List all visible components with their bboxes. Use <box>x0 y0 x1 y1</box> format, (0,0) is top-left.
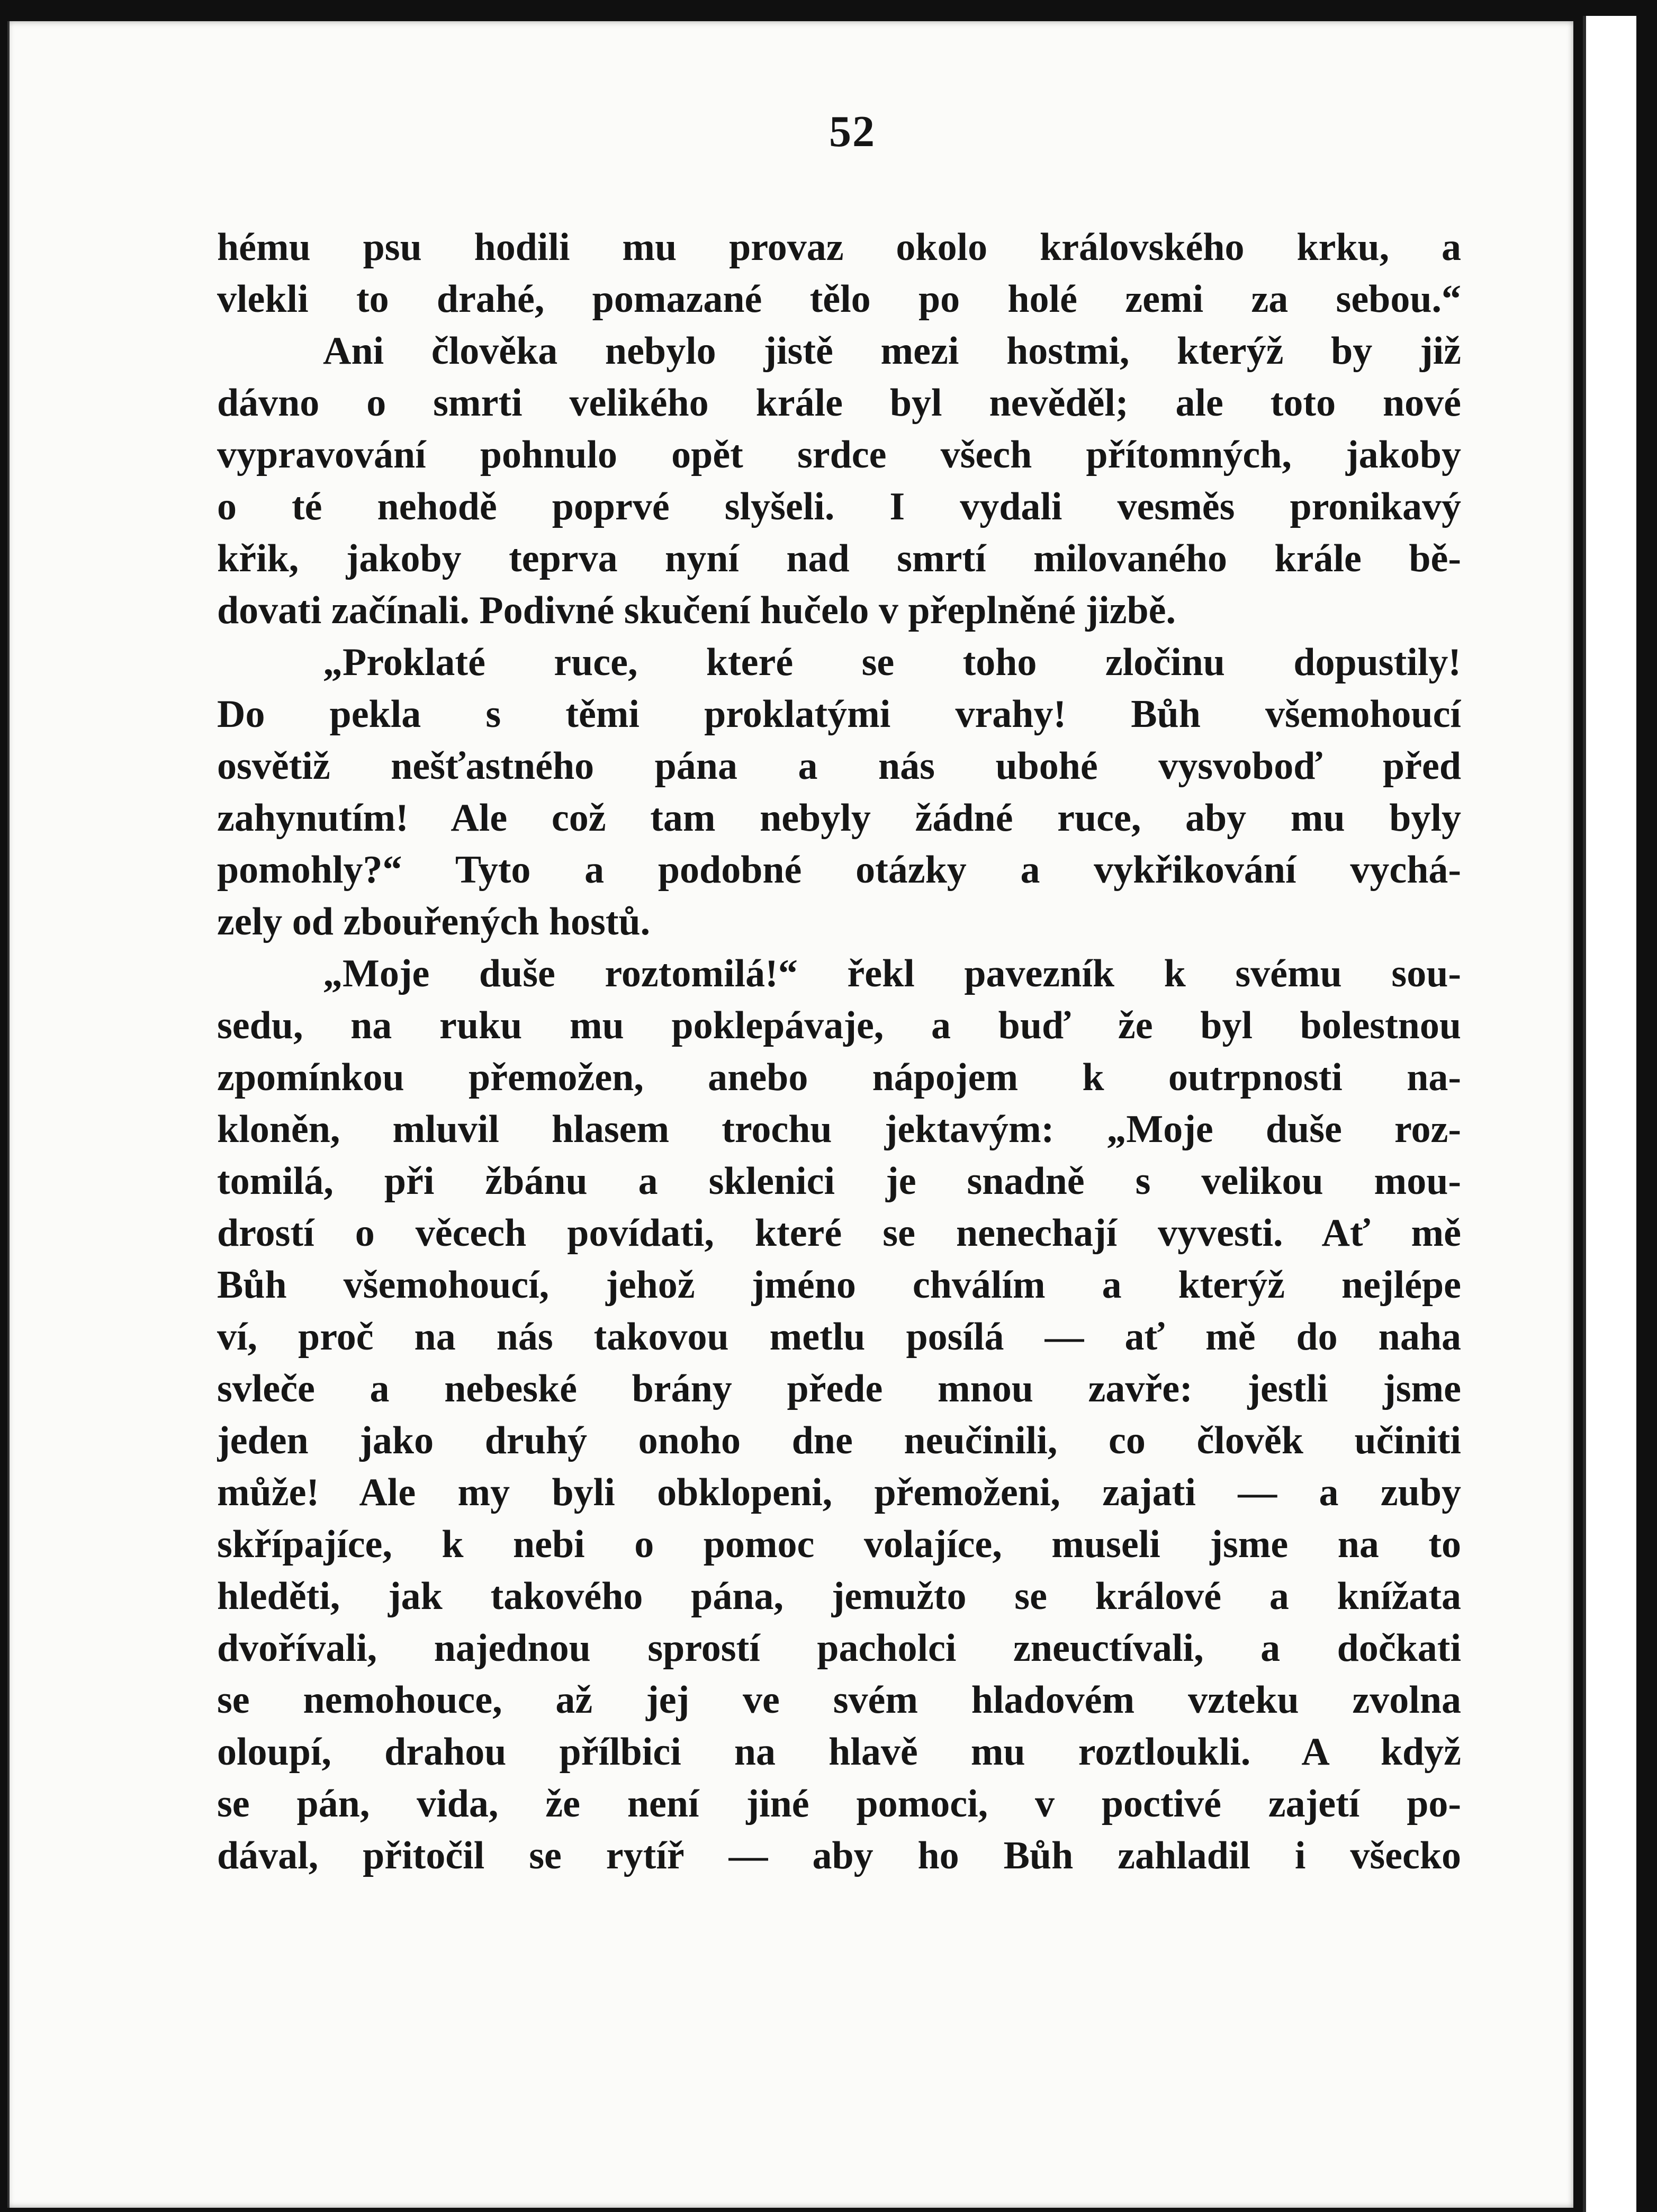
text-line: se pán, vida, že není jiné pomoci, v poctivé zajetí po- <box>217 1782 1461 1826</box>
text-line: jeden jako druhý onoho dne neučinili, co člověk učiniti <box>217 1419 1461 1462</box>
text-line: „Proklaté ruce, které se toho zločinu dopustily! <box>323 641 1461 684</box>
body-text <box>217 221 1461 1882</box>
text-line: křik, jakoby teprva nyní nad smrtí milovaného krále bě- <box>217 537 1461 580</box>
text-line: se nemohouce, až jej ve svém hladovém vzteku zvolna <box>217 1678 1461 1722</box>
text-line: vypravování pohnulo opět srdce všech přítomných, jakoby <box>217 433 1461 476</box>
text-line: zpomínkou přemožen, anebo nápojem k outrpnosti na- <box>217 1056 1461 1099</box>
text-line: skřípajíce, k nebi o pomoc volajíce, museli jsme na to <box>217 1523 1461 1566</box>
text-line: zely od zbouřených hostů. <box>217 900 651 943</box>
text-line: „Moje duše roztomilá!“ řekl pavezník k svému sou- <box>323 952 1461 995</box>
text-line: sedu, na ruku mu poklepávaje, a buď že byl bolestnou <box>217 1004 1461 1047</box>
text-line: svleče a nebeské brány přede mnou zavře: jestli jsme <box>217 1367 1461 1410</box>
page-number: 52 <box>829 107 876 156</box>
text-line: může! Ale my byli obklopeni, přemoženi, zajati — a zuby <box>217 1471 1461 1514</box>
text-line: oloupí, drahou přílbici na hlavě mu roztloukli. A když <box>217 1730 1461 1774</box>
text-line: Do pekla s těmi proklatými vrahy! Bůh všemohoucí <box>217 693 1461 736</box>
text-line: Bůh všemohoucí, jehož jméno chválím a kterýž nejlépe <box>217 1263 1461 1307</box>
text-line: Ani člověka nebylo jistě mezi hostmi, kterýž by již <box>323 329 1461 373</box>
text-line: ví, proč na nás takovou metlu posílá — ať mě do naha <box>217 1315 1461 1359</box>
text-line: o té nehodě poprvé slyšeli. I vydali vesměs pronikavý <box>217 485 1461 528</box>
text-line: hleděti, jak takového pána, jemužto se králové a knížata <box>217 1575 1461 1618</box>
text-line: tomilá, při žbánu a sklenici je snadně s velikou mou- <box>217 1159 1461 1203</box>
text-line: dával, přitočil se rytíř — aby ho Bůh zahladil i všecko <box>217 1834 1461 1877</box>
text-line: hému psu hodili mu provaz okolo královského krku, a <box>217 226 1461 269</box>
text-line: dávno o smrti velikého krále byl nevěděl; ale toto nové <box>217 381 1461 425</box>
text-line: dovati začínali. Podivné skučení hučelo v přeplněné jizbě. <box>217 589 1176 632</box>
text-line: dvořívali, najednou sprostí pacholci zneuctívali, a dočkati <box>217 1626 1461 1670</box>
text-line: drostí o věcech povídati, které se nenechají vyvesti. Ať mě <box>217 1211 1461 1255</box>
text-line: zahynutím! Ale což tam nebyly žádné ruce, aby mu byly <box>217 796 1461 840</box>
text-line: vlekli to drahé, pomazané tělo po holé zemi za sebou.“ <box>217 277 1461 321</box>
text-line: kloněn, mluvil hlasem trochu jektavým: „Moje duše roz- <box>217 1108 1461 1151</box>
page-left-edge <box>7 21 10 2208</box>
text-line: pomohly?“ Tyto a podobné otázky a vykřikování vychá- <box>217 848 1461 892</box>
adjacent-page-edge <box>1583 16 1636 2212</box>
text-line: osvětiž nešťastného pána a nás ubohé vysvoboď před <box>217 744 1461 788</box>
